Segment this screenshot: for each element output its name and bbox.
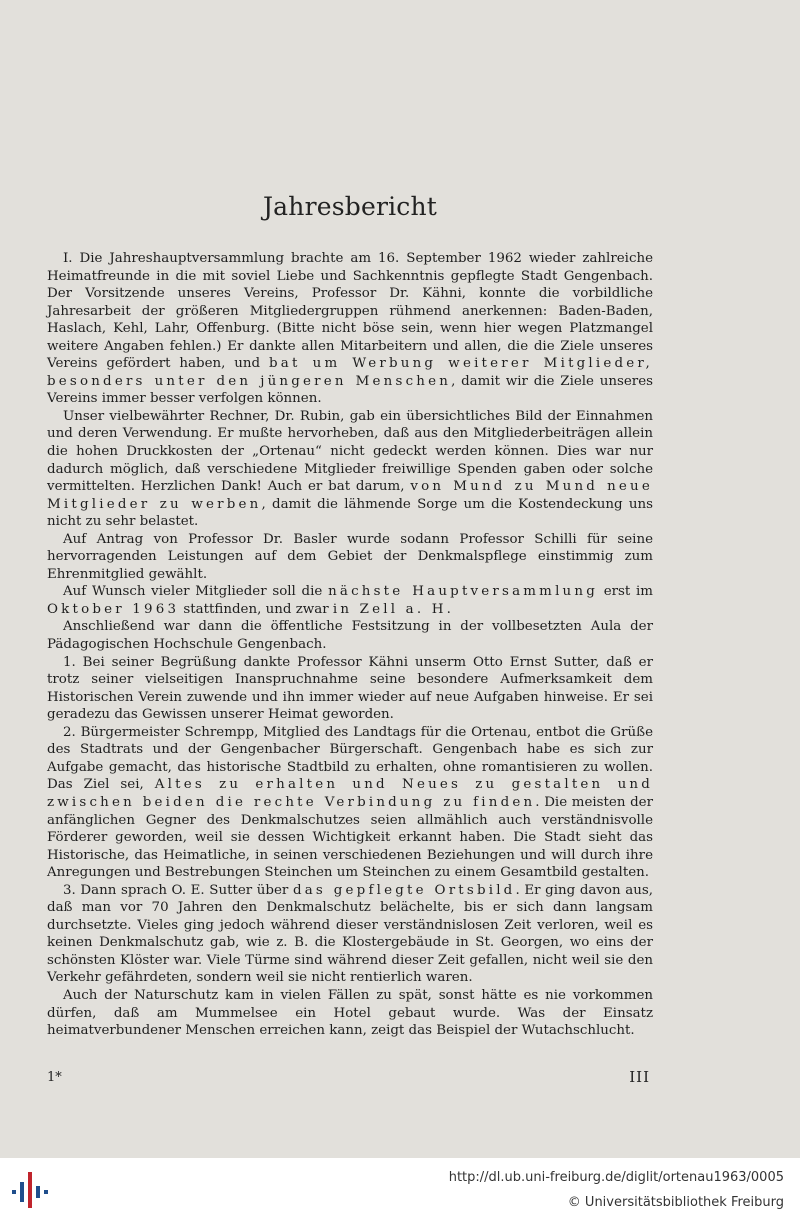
paragraph-8 — [47, 882, 653, 987]
signature-mark: 1* — [47, 1070, 62, 1085]
text-run: , damit die lähmende Sorge um die Kostendeckung uns nicht zu sehr belastet. — [47, 496, 653, 530]
ub-freiburg-logo-icon — [8, 1168, 52, 1212]
paragraph-6: 1. Bei seiner Begrüßung dankte Professor Kähni unserm Otto Ernst Sutter, daß er trotz seiner vielseitigen Inanspruchnahme seine besondere Aufmerksamkeit dem Historischen Verein zuwende und ihn immer wieder auf neue Aufgaben hinweise. Er sei geradezu das Gewissen unserer Heimat geworden. — [47, 654, 653, 723]
paragraph-4 — [47, 583, 653, 618]
spaced-text: bat um Werbung weiterer Mitglieder, besonders unter den jüngeren Menschen — [47, 356, 653, 389]
text-run: I. Die Jahreshauptversammlung brachte am 16. September 1962 wieder zahlreiche Heimatfreunde in die mit soviel Liebe und Sachkenntnis gepflegte Stadt Gengenbach. Der Vorsitzende unseres Vereins, Professor Dr. Kähni, konnte die vorbildliche Jahresarbeit der größeren Mitgliedergruppen rühmend anerkennen: Baden-Baden, Haslach, Kehl, Lahr, Offenburg. (Bitte nicht böse sein, wenn hier wegen Platzmangel weitere Angaben fehlen.) Er dankte allen Mitarbeitern und allen, die die Ziele unseres Vereins gefördert haben, und — [47, 251, 653, 372]
page-title: Jahresbericht — [262, 192, 438, 221]
source-url-link[interactable]: http://dl.ub.uni-freiburg.de/diglit/ortenau1963/0005 — [448, 1170, 784, 1185]
paragraph-9: Auch der Naturschutz kam in vielen Fällen zu spät, sonst hätte es nie vorkommen dürfen, daß am Mummelsee ein Hotel gebaut wurde. Was der Einsatz heimatverbundener Menschen erreichen kann, zeigt das Beispiel der Wutachschlucht. — [47, 987, 653, 1039]
text-run: . Er ging davon aus, daß man vor 70 Jahren den Denkmalschutz belächelte, bis er sich dann langsam durchsetzte. Vieles ging jedoch während dieser verständnislosen Zeit verloren, weil es keinen Denkmalschutz gab, wie z. B. die Klostergebäude in St. Georgen, wo eins der schönsten Klöster war. Viele Türme sind während dieser Zeit gefallen, nicht weil sie den Verkehr gefährdeten, sondern weil sie nicht rentierlich waren. — [47, 882, 653, 986]
spaced-text: das gepflegte Ortsbild — [292, 882, 516, 898]
report-text — [47, 250, 653, 1040]
text-run: , damit wir die Ziele unseres Vereins immer besser verfolgen können. — [47, 373, 653, 407]
paragraph-1 — [47, 250, 653, 408]
spaced-text: von Mund zu Mund neue Mitglieder zu werben — [47, 479, 653, 512]
text-run: erst im — [597, 584, 653, 600]
paragraph-7 — [47, 724, 653, 882]
text-run: 3. Dann sprach O. E. Sutter über — [63, 882, 293, 898]
text-run: Unser vielbewährter Rechner, Dr. Rubin, gab ein übersichtliches Bild der Einnahmen und deren Verwendung. Er mußte hervorheben, daß aus den Mitgliederbeiträgen allein die hohen Druckkosten der „Ortenau“ nicht gedeckt werden können. Dies war nur dadurch möglich, daß verschiedene Mitglieder freiwillige Spenden gaben oder solche vermittelten. Herzlichen Dank! Auch er bat darum, — [47, 408, 653, 495]
page-number: III — [629, 1068, 650, 1086]
text-run: 2. Bürgermeister Schrempp, Mitglied des Landtags für die Ortenau, entbot die Grüße des Stadtrats und der Gengenbacher Bürgerschaft. Gengenbach habe es sich zur Aufgabe gemacht, das historische Stadtbild zu erhalten, ohne romantisieren zu wollen. Das Ziel sei, — [47, 724, 653, 793]
spaced-text: Oktober 1963 — [47, 601, 180, 617]
spaced-text: Altes zu erhalten und Neues zu gestalten und zwischen beiden die rechte Verbindung zu finden — [47, 777, 653, 810]
viewer-footer — [0, 1158, 800, 1220]
text-run: . Die meisten der anfänglichen Gegner des Denkmalschutzes seien allmählich auch verständnisvolle Förderer geworden, weil sie dessen Wichtigkeit erkannt haben. Die Stadt sieht das Historische, das Heimatliche, in seinen verschiedenen Beziehungen und will durch ihre Anregungen und Bestrebungen Steinchen um Steinchen zu einem Gesamtbild gestalten. — [47, 794, 654, 881]
text-run: stattfinden, und zwar — [179, 601, 333, 617]
spaced-text: in Zell a. H. — [332, 601, 455, 617]
paragraph-5: Anschließend war dann die öffentliche Festsitzung in der vollbesetzten Aula der Pädagogischen Hochschule Gengenbach. — [47, 619, 653, 653]
paragraph-2 — [47, 408, 653, 531]
paragraph-3: Auf Antrag von Professor Dr. Basler wurde sodann Professor Schilli für seine hervorragenden Leistungen auf dem Gebiet der Denkmalspflege einstimmig zum Ehrenmitglied gewählt. — [47, 531, 653, 582]
text-run: Auf Wunsch vieler Mitglieder soll die — [63, 584, 329, 600]
spaced-text: nächste Hauptversammlung — [328, 584, 598, 600]
copyright-notice: © Universitätsbibliothek Freiburg — [567, 1195, 784, 1210]
